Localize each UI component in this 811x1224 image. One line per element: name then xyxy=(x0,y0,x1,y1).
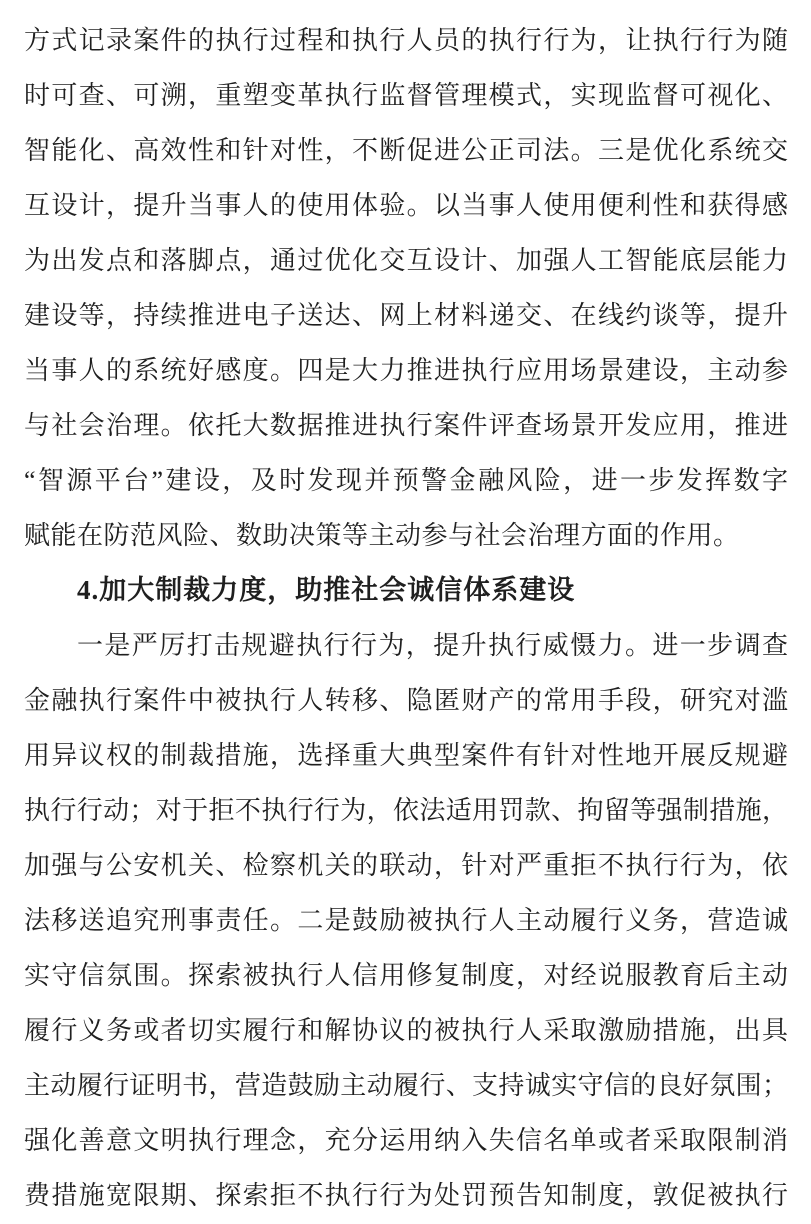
text-line: 互设计，提升当事人的使用体验。以当事人使用便利性和获得感 xyxy=(24,191,788,220)
text-line: 履行义务或者切实履行和解协议的被执行人采取激励措施，出具 xyxy=(24,1016,788,1045)
text-line: 时可查、可溯，重塑变革执行监督管理模式，实现监督可视化、 xyxy=(24,81,788,110)
text-line: 金融执行案件中被执行人转移、隐匿财产的常用手段，研究对滥 xyxy=(24,686,788,715)
text-line: 费措施宽限期、探索拒不执行行为处罚预告知制度，敦促被执行 xyxy=(24,1181,788,1210)
text-line: 智能化、高效性和针对性，不断促进公正司法。三是优化系统交 xyxy=(24,136,788,165)
text-line: 赋能在防范风险、数助决策等主动参与社会治理方面的作用。 xyxy=(24,521,740,550)
text-line: 用异议权的制裁措施，选择重大典型案件有针对性地开展反规避 xyxy=(24,741,788,770)
text-line: 方式记录案件的执行过程和执行人员的执行行为，让执行行为随 xyxy=(24,26,788,55)
section-heading: 4.加大制裁力度，助推社会诚信体系建设 xyxy=(77,575,576,605)
text-line: 一是严厉打击规避执行行为，提升执行威慑力。进一步调查 xyxy=(77,631,788,660)
text-line: 强化善意文明执行理念，充分运用纳入失信名单或者采取限制消 xyxy=(24,1126,788,1155)
text-line: 建设等，持续推进电子送达、网上材料递交、在线约谈等，提升 xyxy=(24,301,788,330)
text-line: 为出发点和落脚点，通过优化交互设计、加强人工智能底层能力 xyxy=(24,246,788,275)
text-line: 实守信氛围。探索被执行人信用修复制度，对经说服教育后主动 xyxy=(24,961,788,990)
text-line: 加强与公安机关、检察机关的联动，针对严重拒不执行行为，依 xyxy=(24,851,788,880)
text-line: 执行行动；对于拒不执行行为，依法适用罚款、拘留等强制措施， xyxy=(24,796,788,825)
text-line: 当事人的系统好感度。四是大力推进执行应用场景建设，主动参 xyxy=(24,356,788,385)
document-text-body xyxy=(24,13,788,1223)
text-line: 与社会治理。依托大数据推进执行案件评查场景开发应用，推进 xyxy=(24,411,788,440)
text-line: 主动履行证明书，营造鼓励主动履行、支持诚实守信的良好氛围； xyxy=(24,1071,788,1100)
text-line: “智源平台”建设，及时发现并预警金融风险，进一步发挥数字 xyxy=(24,466,788,495)
text-line: 法移送追究刑事责任。二是鼓励被执行人主动履行义务，营造诚 xyxy=(24,906,788,935)
